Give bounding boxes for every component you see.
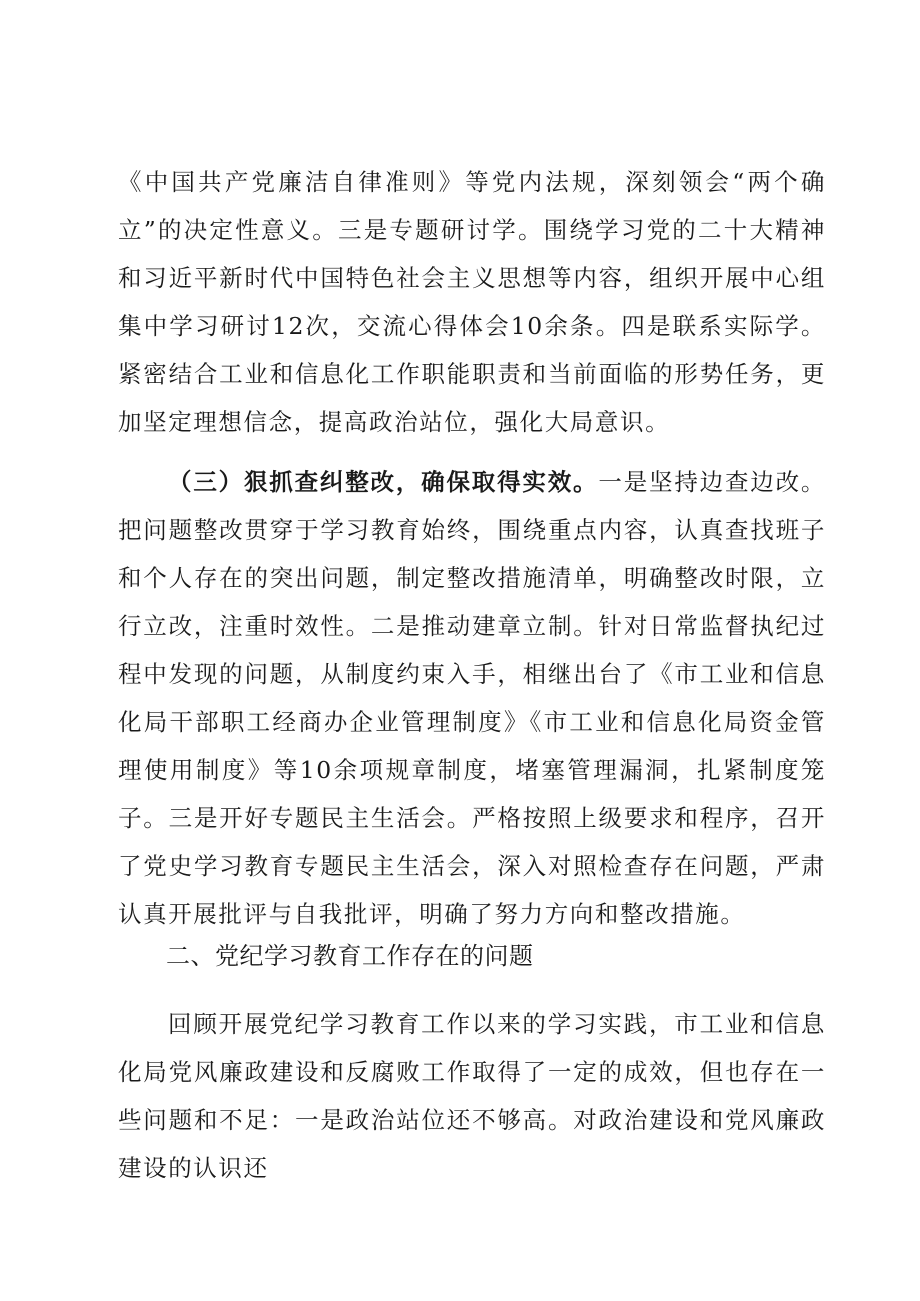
rectification-body-text: 一是坚持边查边改。把问题整改贯穿于学习教育始终，围绕重点内容，认真查找班子和个人存在的突出问题，制定整改措施清单，明确整改时限，立行立改，注重时效性。二是推动建章立制。针对日常监督执纪过程中发现的问题，从制度约束入手，相继出台了《市工业和信息化局干部职工经商办企业管理制度》《市工业和信息化局资金管理使用制度》等10余项规章制度，堵塞管理漏洞，扎紧制度笼子。三是开好专题民主生活会。严格按照上级要求和程序，召开了党史学习教育专题民主生活会，深入对照检查存在问题，严肃认真开展批评与自我批评，明确了努力方向和整改措施。 — [118, 468, 826, 928]
subsection-heading-rectification: （三）狠抓查纠整改，确保取得实效。 — [168, 468, 599, 496]
body-paragraph-rectification — [118, 458, 826, 938]
section-heading-problems: 二、党纪学习教育工作存在的问题 — [166, 942, 534, 970]
body-paragraph-study-methods: 《中国共产党廉洁自律准则》等党内法规，深刻领会“两个确立”的决定性意义。三是专题研讨学。围绕学习党的二十大精神和习近平新时代中国特色社会主义思想等内容，组织开展中心组集中学习研讨12次，交流心得体会10余条。四是联系实际学。紧密结合工业和信息化工作职能职责和当前面临的形势任务，更加坚定理想信念，提高政治站位，强化大局意识。 — [118, 168, 826, 436]
body-paragraph-problems: 回顾开展党纪学习教育工作以来的学习实践，市工业和信息化局党风廉政建设和反腐败工作取得了一定的成效，但也存在一些问题和不足：一是政治站位还不够高。对政治建设和党风廉政建设的认识还 — [118, 1010, 826, 1182]
